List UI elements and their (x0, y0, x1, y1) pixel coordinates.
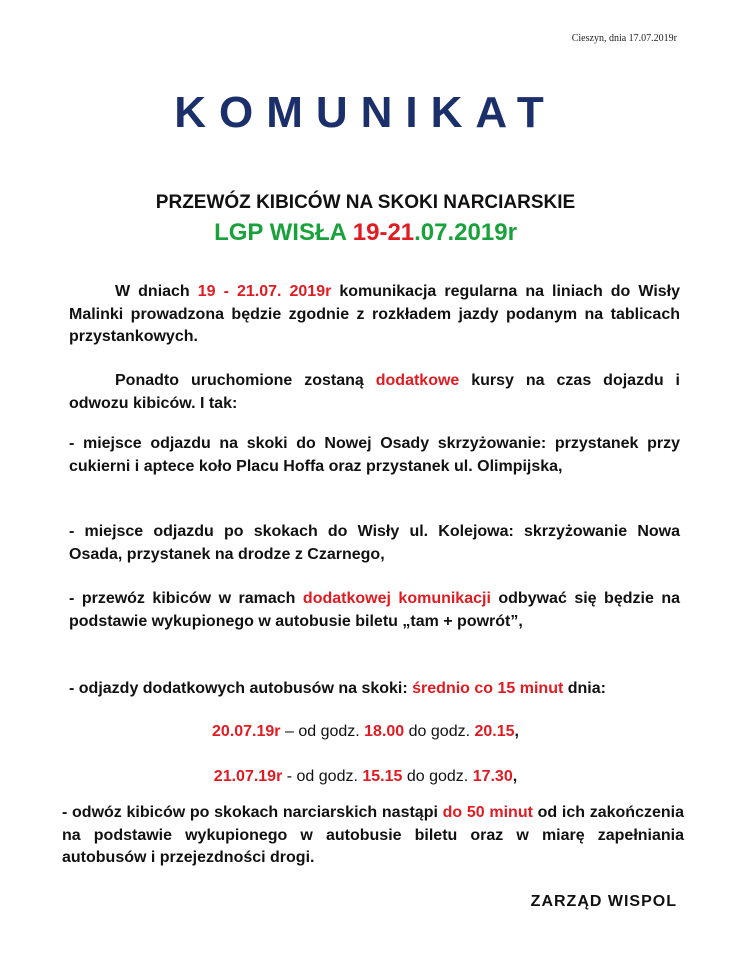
document-date: Cieszyn, dnia 17.07.2019r (571, 33, 677, 44)
highlight-dates: 19 - 21.07. 2019r (197, 283, 332, 300)
text: do godz. (402, 768, 473, 785)
text: - od godz. (282, 768, 363, 785)
schedule-to: 17.30 (472, 768, 513, 785)
text: dnia: (563, 680, 606, 697)
text: , (512, 768, 518, 785)
paragraph-regular-service (69, 281, 680, 349)
signature: ZARZĄD WISPOL (530, 893, 677, 910)
highlight-additional-service: dodatkowej komunikacji (302, 590, 491, 607)
text: - odwóz kibiców po skokach narciarskich nastąpi (62, 804, 443, 821)
paragraph-return-transport (62, 802, 684, 870)
event-title (0, 219, 731, 247)
paragraph-additional-courses (69, 370, 680, 415)
text: odbywać się będzie na podstawie wykupionego w autobusie biletu „tam + powrót”, (69, 590, 680, 630)
event-name: LGP WISŁA (214, 219, 353, 246)
highlight-return-time: do 50 minut (442, 804, 533, 821)
schedule-line (0, 723, 731, 741)
paragraph-bus-frequency (69, 678, 680, 701)
text: kursy na czas dojazdu i odwozu kibiców. I tak: (69, 372, 681, 412)
schedule-date: 20.07.19r (212, 723, 281, 740)
schedule-to: 20.15 (474, 723, 515, 740)
text: komunikacja regularna na liniach do Wisły Malinki prowadzona będzie zgodnie z rozkładem jazdy podanym na tablicach przystankowych. (69, 283, 681, 345)
schedule-from: 18.00 (364, 723, 405, 740)
text: od ich zakończenia na podstawie wykupionego w autobusie biletu oraz w miarę zapełniania autobusów i przejezdności drogi. (62, 804, 684, 866)
schedule-from: 15.15 (362, 768, 403, 785)
event-month-year: .07.2019r (414, 219, 517, 246)
event-days: 19-21 (352, 219, 415, 246)
paragraph-departure-after-jumps: - miejsce odjazdu po skokach do Wisły ul. Kolejowa: skrzyżowanie Nowa Osada, przystanek na drodze z Czarnego, (69, 523, 680, 563)
text: W dniach (115, 283, 198, 300)
text: - odjazdy dodatkowych autobusów na skoki: (69, 680, 413, 697)
text: do godz. (404, 723, 475, 740)
text: Ponadto uruchomione zostaną (115, 372, 376, 389)
text: – od godz. (280, 723, 365, 740)
schedule-line (0, 768, 731, 786)
text: , (514, 723, 519, 740)
paragraph-departure-to-jumps: - miejsce odjazdu na skoki do Nowej Osady skrzyżowanie: przystanek przy cukierni i aptece koło Placu Hoffa oraz przystanek ul. Olimpijska, (69, 435, 680, 475)
highlight-additional: dodatkowe (375, 372, 460, 389)
text: - przewóz kibiców w ramach (69, 590, 303, 607)
subtitle: PRZEWÓZ KIBICÓW NA SKOKI NARCIARSKIE (155, 192, 576, 213)
paragraph-ticket-info (69, 588, 680, 633)
headline: KOMUNIKAT (174, 88, 557, 137)
schedule-date: 21.07.19r (213, 768, 283, 785)
highlight-frequency: średnio co 15 minut (412, 680, 564, 697)
